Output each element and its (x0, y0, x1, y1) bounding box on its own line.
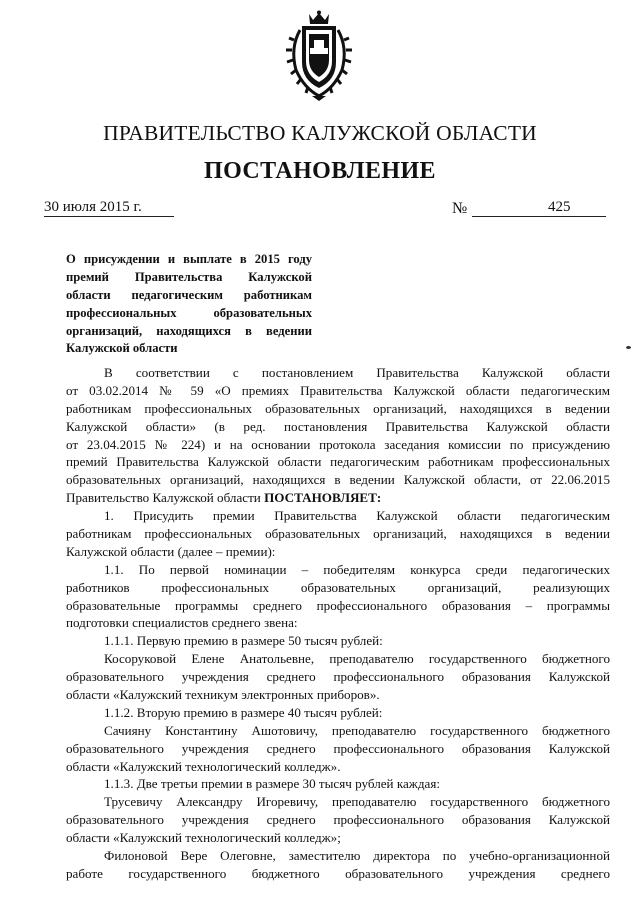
body-line-text: образовательного учреждения среднего профессионального образования Калужской (66, 812, 610, 828)
body-line-text: Правительство Калужской области (66, 490, 261, 506)
body-line-text: премий Правительства Калужской области педагогическим работникам профессиональных (66, 454, 610, 470)
body-line (66, 489, 610, 507)
body-line-text: области «Калужский техникум электронных приборов». (66, 687, 380, 703)
body-line (66, 597, 610, 615)
body-line (66, 614, 610, 632)
body-line (66, 507, 610, 525)
date-underline (44, 216, 174, 217)
body-line (66, 364, 610, 382)
body-line-text: работников профессиональных образовательных организаций, реализующих (66, 579, 610, 595)
number-sign: № (452, 200, 468, 217)
body-line-text: В соответствии с постановлением Правительства Калужской области (104, 365, 610, 380)
body-line (66, 775, 610, 793)
body-line (66, 668, 610, 686)
body-line (66, 561, 610, 579)
body-line-text: Косоруковой Елене Анатольевне, преподавателю государственного бюджетного (104, 651, 610, 667)
body-line (66, 793, 610, 811)
body-line-text: работе государственного бюджетного образовательного учреждения среднего (66, 865, 610, 881)
government-title: ПРАВИТЕЛЬСТВО КАЛУЖСКОЙ ОБЛАСТИ (103, 121, 537, 145)
body-line-text: образовательного учреждения среднего профессионального образования Калужской (66, 669, 610, 685)
body-line-text: работникам профессиональных образовательных организаций, находящихся в ведении (66, 526, 610, 542)
document-number: 425 (548, 199, 571, 215)
document-date: 30 июля 2015 г. (44, 199, 142, 215)
body-line-text: 1.1.1. Первую премию в размере 50 тысяч рублей: (104, 633, 383, 649)
body-line (66, 811, 610, 829)
body-line (66, 632, 610, 650)
resolution-keyword: ПОСТАНОВЛЯЕТ: (264, 490, 382, 506)
body-line (66, 829, 610, 847)
subject-line: профессиональных образовательных (66, 305, 312, 320)
body-line-text: 1.1.2. Вторую премию в размере 40 тысяч рублей: (104, 704, 383, 720)
subject-line: области педагогическим работникам (66, 287, 312, 302)
subject-line: премий Правительства Калужской (66, 269, 312, 284)
document-body (66, 364, 610, 883)
subject-line: организаций, находящихся в ведении (66, 323, 312, 338)
body-line (66, 436, 610, 454)
body-line (66, 650, 610, 668)
body-line (66, 847, 610, 865)
body-line-text: образовательные программы среднего профессионального образования – программы (66, 597, 610, 613)
body-line (66, 453, 610, 471)
body-line (66, 740, 610, 758)
document-type: ПОСТАНОВЛЕНИЕ (204, 158, 436, 184)
body-line (66, 686, 610, 704)
body-line (66, 579, 610, 597)
body-line-text: 1.1.3. Две третьи премии в размере 30 тысяч рублей каждая: (104, 776, 440, 792)
body-line (66, 865, 610, 883)
body-line-text: образовательного учреждения среднего профессионального образования Калужской (66, 740, 610, 756)
body-line (66, 418, 610, 436)
subject-line: Калужской области (66, 341, 178, 356)
body-line (66, 525, 610, 543)
body-line-text: работникам профессиональных образовательных организаций, находящихся в ведении (66, 400, 610, 416)
body-line-text: 1.1. По первой номинации – победителям конкурса среди педагогических (104, 561, 610, 577)
body-line-text: области «Калужский технологический колледж»; (66, 830, 341, 846)
subject-line: О присуждении и выплате в 2015 году (66, 252, 312, 266)
body-line-text: Калужской области» (в ред. постановления Правительства Калужской области (66, 418, 610, 434)
body-line-text: 1. Присудить премии Правительства Калужской области педагогическим (104, 508, 610, 524)
body-line-text: Трусевичу Александру Игоревичу, преподавателю государственного бюджетного (104, 794, 610, 810)
body-line-text: Филоновой Вере Олеговне, заместителю директора по учебно-организационной (104, 848, 610, 864)
coat-of-arms-emblem (282, 10, 356, 102)
body-line (66, 704, 610, 722)
body-line (66, 471, 610, 489)
body-line (66, 400, 610, 418)
body-line-text: области «Калужский технологический колледж». (66, 758, 341, 774)
document-subject (66, 251, 312, 358)
body-line (66, 543, 610, 561)
number-underline (472, 216, 606, 217)
body-line-text: Калужской области (далее – премии): (66, 543, 276, 559)
ink-dot (626, 346, 631, 349)
body-line (66, 382, 610, 400)
body-line-text: Сачияну Константину Ашотовичу, преподавателю государственного бюджетного (104, 722, 610, 738)
body-line-text: от 03.02.2014 № 59 «О премиях Правительства Калужской области педагогическим (66, 382, 610, 398)
body-line (66, 758, 610, 776)
body-line-text: образовательных организаций, находящихся в ведении Калужской области, от 22.06.2015 (66, 472, 610, 488)
body-line-text: подготовки специалистов среднего звена: (66, 615, 298, 631)
body-line (66, 722, 610, 740)
body-line-text: от 23.04.2015 № 224) и на основании протокола заседания комиссии по присуждению (66, 436, 610, 452)
